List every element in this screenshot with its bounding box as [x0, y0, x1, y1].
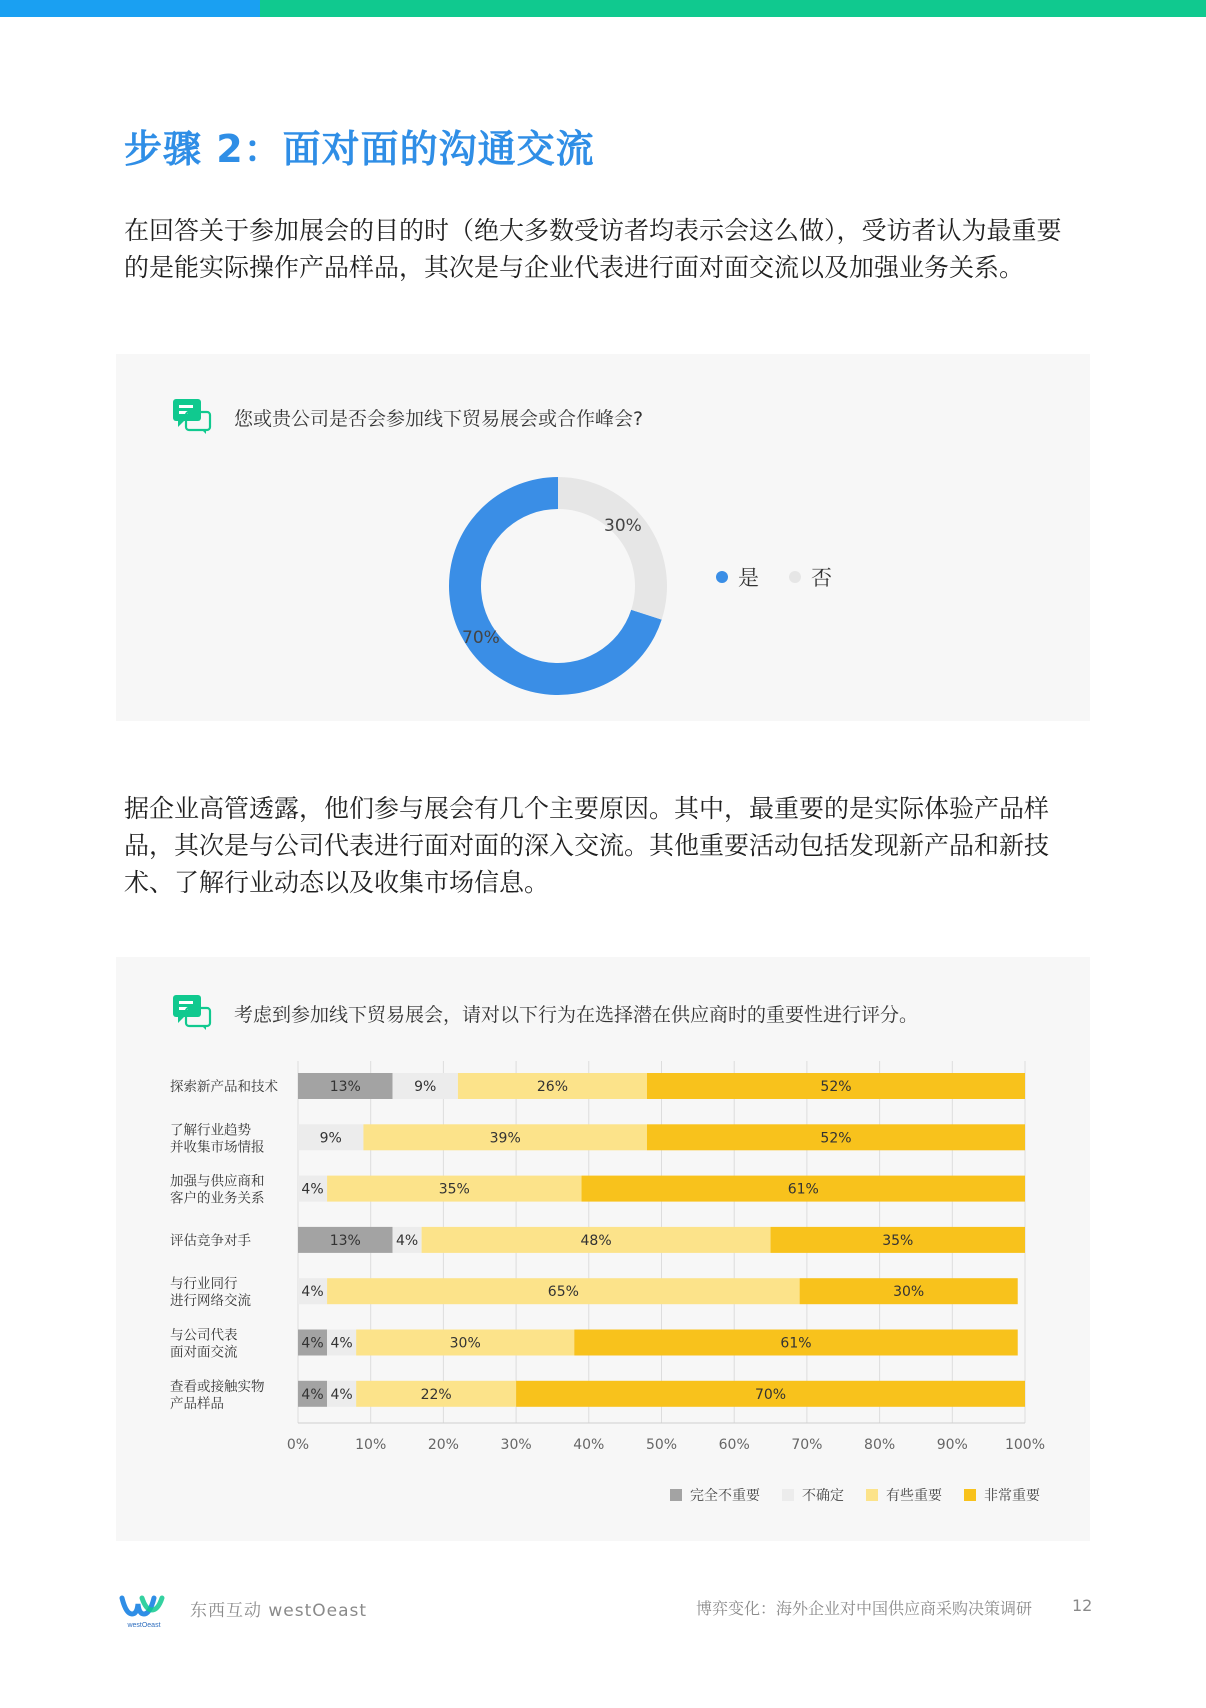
category-label: 了解行业趋势: [170, 1122, 251, 1139]
stacked-bar-chart: [116, 957, 1090, 1467]
x-tick-label: 0%: [286, 1437, 310, 1453]
page-title: 步骤 2：面对面的沟通交流: [124, 127, 595, 171]
legend-label: 不确定: [802, 1488, 844, 1504]
legend-label: 有些重要: [886, 1488, 942, 1504]
data-label: 9%: [319, 1130, 342, 1147]
category-label: 客户的业务关系: [170, 1190, 265, 1207]
data-label: 4%: [330, 1335, 353, 1352]
bar-legend: [670, 1485, 1040, 1505]
data-label: 52%: [820, 1130, 852, 1147]
donut-label-no: 30%: [604, 516, 642, 536]
survey-card-attendance: [116, 354, 1090, 721]
x-tick-label: 60%: [718, 1437, 750, 1453]
data-label: 30%: [893, 1284, 925, 1301]
data-label: 4%: [301, 1284, 324, 1301]
top-accent-bar: [0, 0, 1206, 17]
data-label: 70%: [754, 1386, 787, 1403]
category-label: 探索新产品和技术: [170, 1079, 278, 1095]
x-tick-label: 10%: [355, 1437, 387, 1453]
intro-paragraph: 在回答关于参加展会的目的时（绝大多数受访者均表示会这么做），受访者认为最重要的是能实际操作产品样品，其次是与企业代表进行面对面交流以及加强业务关系。: [124, 216, 1062, 282]
category-label: 与行业同行: [170, 1276, 238, 1293]
x-tick-label: 40%: [573, 1437, 605, 1453]
x-tick-label: 70%: [791, 1437, 823, 1453]
category-label: 与公司代表: [170, 1327, 238, 1344]
legend-label: 非常重要: [984, 1488, 1040, 1504]
logo-wordmark: westOeast: [127, 1622, 161, 1629]
data-label: 48%: [580, 1232, 612, 1249]
donut-slice-no: [558, 477, 667, 620]
data-label: 61%: [780, 1335, 812, 1352]
category-label: 加强与供应商和: [170, 1173, 265, 1190]
question-text: 您或贵公司是否会参加线下贸易展会或合作峰会?: [234, 408, 644, 430]
donut-label-yes: 70%: [462, 628, 500, 648]
category-label: 并收集市场情报: [170, 1139, 265, 1156]
footer-report-title: 博弈变化：海外企业对中国供应商采购决策调研: [695, 1599, 1032, 1618]
legend-swatch: [782, 1489, 794, 1501]
page-number: 12: [1072, 1596, 1093, 1615]
legend-dot-no: [789, 571, 801, 583]
data-label: 13%: [329, 1079, 361, 1095]
legend-swatch: [866, 1489, 878, 1501]
x-tick-label: 80%: [864, 1437, 896, 1453]
data-label: 30%: [449, 1335, 481, 1352]
data-label: 9%: [414, 1079, 437, 1095]
footer-brand: 东西互动 westOeast: [190, 1601, 368, 1621]
data-label: 65%: [547, 1284, 579, 1301]
x-tick-label: 90%: [936, 1437, 968, 1453]
body-paragraph: 据企业高管透露，他们参与展会有几个主要原因。其中，最重要的是实际体验产品样品，其次是与公司代表进行面对面的深入交流。其他重要活动包括发现新产品和新技术、了解行业动态以及收集市场信息。: [124, 794, 1050, 897]
data-label: 39%: [489, 1130, 521, 1147]
x-tick-label: 50%: [645, 1437, 678, 1453]
x-tick-label: 100%: [1004, 1437, 1046, 1453]
data-label: 4%: [301, 1335, 324, 1352]
legend-label-yes: 是: [738, 566, 759, 590]
legend-item-no: [789, 562, 832, 592]
legend-dot-yes: [716, 571, 728, 583]
legend-item-very-important: [964, 1485, 1040, 1505]
data-label: 22%: [420, 1386, 452, 1403]
data-label: 35%: [882, 1232, 914, 1249]
legend-swatch: [670, 1489, 682, 1501]
data-label: 52%: [820, 1079, 852, 1095]
category-label: 查看或接触实物: [170, 1378, 265, 1395]
donut-legend: [716, 562, 832, 592]
survey-card-importance: [116, 957, 1090, 1541]
category-label: 评估竞争对手: [170, 1232, 251, 1249]
x-tick-label: 30%: [500, 1437, 532, 1453]
data-label: 13%: [329, 1232, 361, 1249]
legend-item-yes: [716, 562, 759, 592]
legend-item-somewhat-important: [866, 1485, 942, 1505]
category-label: 进行网络交流: [170, 1293, 251, 1310]
top-accent-bar-blue: [0, 0, 260, 17]
donut-chart: [438, 466, 678, 706]
question-text: 考虑到参加线下贸易展会，请对以下行为在选择潜在供应商时的重要性进行评分。: [234, 1004, 919, 1026]
legend-label: 完全不重要: [690, 1488, 760, 1504]
legend-item-not-important: [670, 1485, 760, 1505]
category-label: 产品样品: [170, 1395, 224, 1412]
westoeast-logo: [116, 1590, 172, 1630]
data-label: 4%: [330, 1386, 353, 1403]
x-tick-label: 20%: [427, 1437, 459, 1453]
data-label: 4%: [301, 1181, 324, 1198]
data-label: 26%: [536, 1079, 569, 1095]
data-label: 4%: [301, 1386, 324, 1403]
data-label: 4%: [395, 1232, 419, 1249]
data-label: 61%: [787, 1181, 819, 1198]
legend-item-unsure: [782, 1485, 844, 1505]
legend-swatch: [964, 1489, 976, 1501]
category-label: 面对面交流: [170, 1344, 238, 1361]
data-label: 35%: [438, 1181, 470, 1198]
chat-bubble-icon: [172, 398, 212, 434]
legend-label-no: 否: [811, 566, 832, 590]
